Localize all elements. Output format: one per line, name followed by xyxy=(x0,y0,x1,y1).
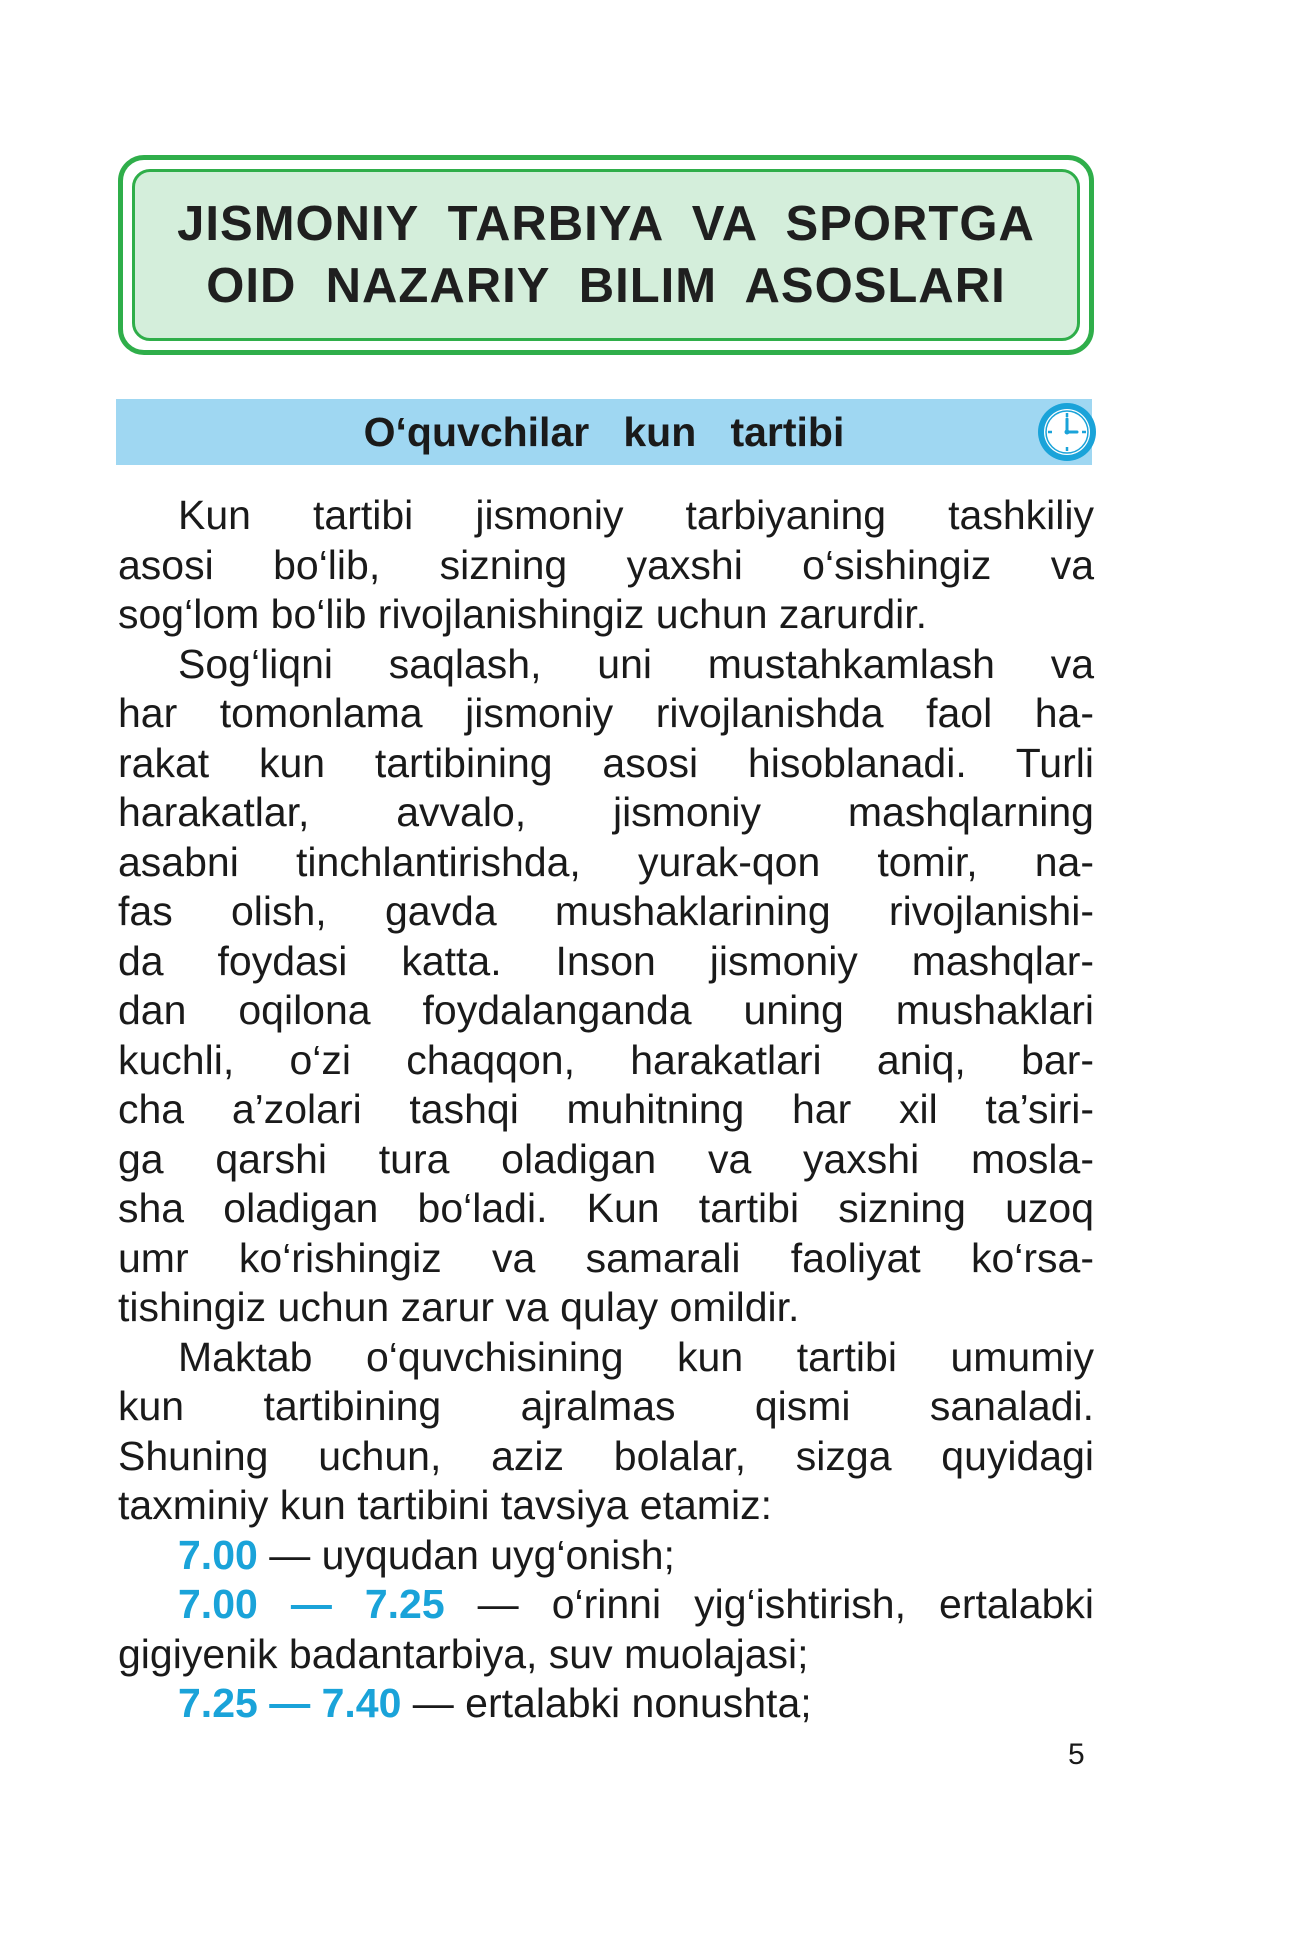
schedule-time: 7.00 — 7.25 xyxy=(178,1581,445,1627)
schedule-time: 7.25 — 7.40 xyxy=(178,1680,402,1726)
text-line: dan oqilona foydalanganda uning mushaklari xyxy=(118,987,1094,1033)
schedule-item xyxy=(118,1679,1094,1729)
body-text xyxy=(118,491,1094,1729)
chapter-title-inner xyxy=(132,169,1080,341)
text-line: ga qarshi tura oladigan va yaxshi mosla- xyxy=(118,1135,1094,1182)
chapter-title-line-2: OID NAZARIY BILIM ASOSLARI xyxy=(206,259,1006,313)
schedule-item xyxy=(118,1531,1094,1581)
clock-icon xyxy=(1036,401,1098,463)
text-line: Maktab o‘quvchisining kun tartibi umumiy xyxy=(178,1333,1094,1380)
text-line: da foydasi katta. Inson jismoniy mashqlar- xyxy=(118,937,1094,984)
text-line: umr ko‘rishingiz va samarali faoliyat ko‘rsa- xyxy=(118,1234,1094,1281)
text-line: asosi bo‘lib, sizning yaxshi o‘sishingiz va xyxy=(118,541,1094,588)
schedule-text: — o‘rinni yig‘ishtirish, ertalabki xyxy=(444,1581,1094,1627)
text-line: rakat kun tartibining asosi hisoblanadi. Turli xyxy=(118,739,1094,786)
text-line: fas olish, gavda mushaklarining rivojlanishi- xyxy=(118,888,1094,934)
text-line: taxminiy kun tartibini tavsiya etamiz: xyxy=(118,1482,772,1528)
schedule-text: — uyqudan uyg‘onish; xyxy=(257,1531,675,1578)
text-line: kun tartibining ajralmas qismi sanaladi. xyxy=(118,1383,1094,1429)
section-title: O‘quvchilar kun tartibi xyxy=(363,409,845,455)
text-line: Shuning uchun, aziz bolalar, sizga quyidagi xyxy=(118,1432,1094,1479)
schedule-text: — ertalabki nonushta; xyxy=(401,1680,812,1726)
chapter-title-box xyxy=(118,155,1094,355)
text-line: tishingiz uchun zarur va qulay omildir. xyxy=(118,1284,800,1330)
schedule-item-continuation: gigiyenik badantarbiya, suv muolajasi; xyxy=(118,1630,809,1677)
text-line: sha oladigan bo‘ladi. Kun tartibi sizning uzoq xyxy=(118,1185,1094,1231)
section-header-bar xyxy=(116,399,1092,465)
text-line: har tomonlama jismoniy rivojlanishda faol ha- xyxy=(118,690,1094,736)
text-line: asabni tinchlantirishda, yurak-qon tomir, na- xyxy=(118,838,1094,885)
text-line: harakatlar, avvalo, jismoniy mashqlarning xyxy=(118,789,1094,835)
text-line: sog‘lom bo‘lib rivojlanishingiz uchun zarurdir. xyxy=(118,591,928,637)
chapter-title-line-1: JISMONIY TARBIYA VA SPORTGA xyxy=(177,197,1035,251)
page-number: 5 xyxy=(1068,1738,1085,1771)
text-line: kuchli, o‘zi chaqqon, harakatlari aniq, bar- xyxy=(118,1036,1094,1083)
text-line: cha a’zolari tashqi muhitning har xil ta’siri- xyxy=(118,1086,1094,1132)
text-line: Kun tartibi jismoniy tarbiyaning tashkiliy xyxy=(178,492,1094,538)
schedule-time: 7.00 xyxy=(178,1531,258,1578)
text-line: Sog‘liqni saqlash, uni mustahkamlash va xyxy=(178,640,1094,687)
schedule-item xyxy=(118,1580,1094,1630)
